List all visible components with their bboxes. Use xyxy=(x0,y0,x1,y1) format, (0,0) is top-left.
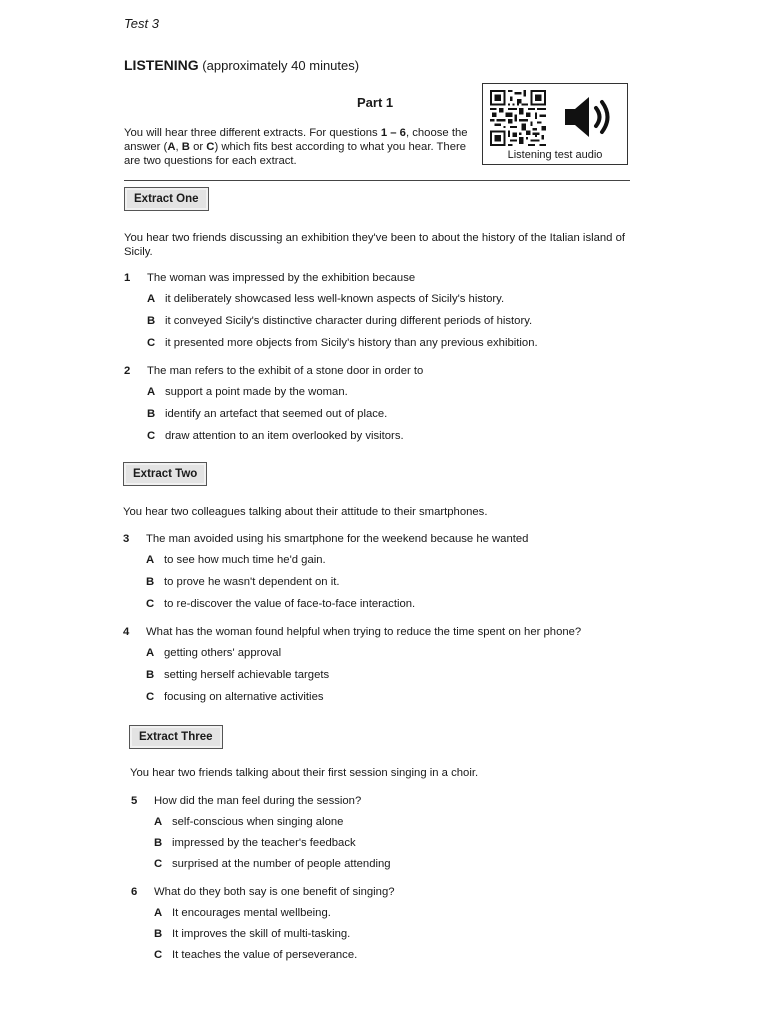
part-instructions: You will hear three different extracts. For questions 1 – 6, choose the answer (A, B or C) which fits best according to what you hear. There are two questions for each extract. xyxy=(124,127,468,167)
question-number: 4 xyxy=(123,626,130,638)
option-4b[interactable]: B setting herself achievable targets xyxy=(146,669,330,681)
test-label: Test 3 xyxy=(124,16,159,31)
option-6b[interactable]: B It improves the skill of multi-tasking. xyxy=(154,928,351,940)
option-3a[interactable]: A to see how much time he'd gain. xyxy=(146,554,326,566)
option-2b[interactable]: B identify an artefact that seemed out of place. xyxy=(147,408,388,420)
audio-panel[interactable] xyxy=(482,83,628,165)
part-title: Part 1 xyxy=(357,95,394,110)
audio-caption: Listening test audio xyxy=(507,149,603,161)
question-text: The man avoided using his smartphone for the weekend because he wanted xyxy=(146,533,529,545)
option-2c[interactable]: C draw attention to an item overlooked by visitors. xyxy=(147,430,404,442)
option-4a[interactable]: A getting others' approval xyxy=(146,647,282,659)
extract-one-intro: You hear two friends discussing an exhibition they've been to about the history of the Italian island of Sicily. xyxy=(124,232,626,258)
question-number: 2 xyxy=(124,365,131,377)
question-text: What do they both say is one benefit of singing? xyxy=(154,886,395,898)
option-1b[interactable]: B it conveyed Sicily's distinctive character during different periods of history. xyxy=(147,315,533,327)
divider xyxy=(124,180,630,181)
question-text: The woman was impressed by the exhibition because xyxy=(147,272,416,284)
option-5a[interactable]: A self-conscious when singing alone xyxy=(154,816,344,828)
option-5c[interactable]: C surprised at the number of people attending xyxy=(154,858,391,870)
option-6a[interactable]: A It encourages mental wellbeing. xyxy=(154,907,331,919)
question-number: 6 xyxy=(131,886,138,898)
option-5b[interactable]: B impressed by the teacher's feedback xyxy=(154,837,356,849)
speaker-icon[interactable] xyxy=(563,94,617,140)
extract-two-intro: You hear two colleagues talking about their attitude to their smartphones. xyxy=(123,506,488,518)
option-3c[interactable]: C to re-discover the value of face-to-face interaction. xyxy=(146,598,416,610)
option-2a[interactable]: A support a point made by the woman. xyxy=(147,386,348,398)
qr-code-icon[interactable] xyxy=(490,90,546,146)
option-6c[interactable]: C It teaches the value of perseverance. xyxy=(154,949,358,961)
extract-one-label: Extract One xyxy=(124,187,209,211)
section-heading xyxy=(124,57,359,73)
question-text: How did the man feel during the session? xyxy=(154,795,362,807)
section-duration: (approximately 40 minutes) xyxy=(202,58,360,73)
question-number: 5 xyxy=(131,795,138,807)
extract-three-label: Extract Three xyxy=(129,725,223,749)
question-number: 1 xyxy=(124,272,131,284)
option-1a[interactable]: A it deliberately showcased less well-known aspects of Sicily's history. xyxy=(147,293,505,305)
section-title: LISTENING xyxy=(124,57,199,73)
question-text: What has the woman found helpful when trying to reduce the time spent on her phone? xyxy=(146,626,582,638)
question-number: 3 xyxy=(123,533,130,545)
option-4c[interactable]: C focusing on alternative activities xyxy=(146,691,324,703)
extract-three-intro: You hear two friends talking about their first session singing in a choir. xyxy=(130,767,479,779)
question-text: The man refers to the exhibit of a stone door in order to xyxy=(147,365,424,377)
option-3b[interactable]: B to prove he wasn't dependent on it. xyxy=(146,576,340,588)
extract-two-label: Extract Two xyxy=(123,462,207,486)
option-1c[interactable]: C it presented more objects from Sicily's history than any previous exhibition. xyxy=(147,337,538,349)
